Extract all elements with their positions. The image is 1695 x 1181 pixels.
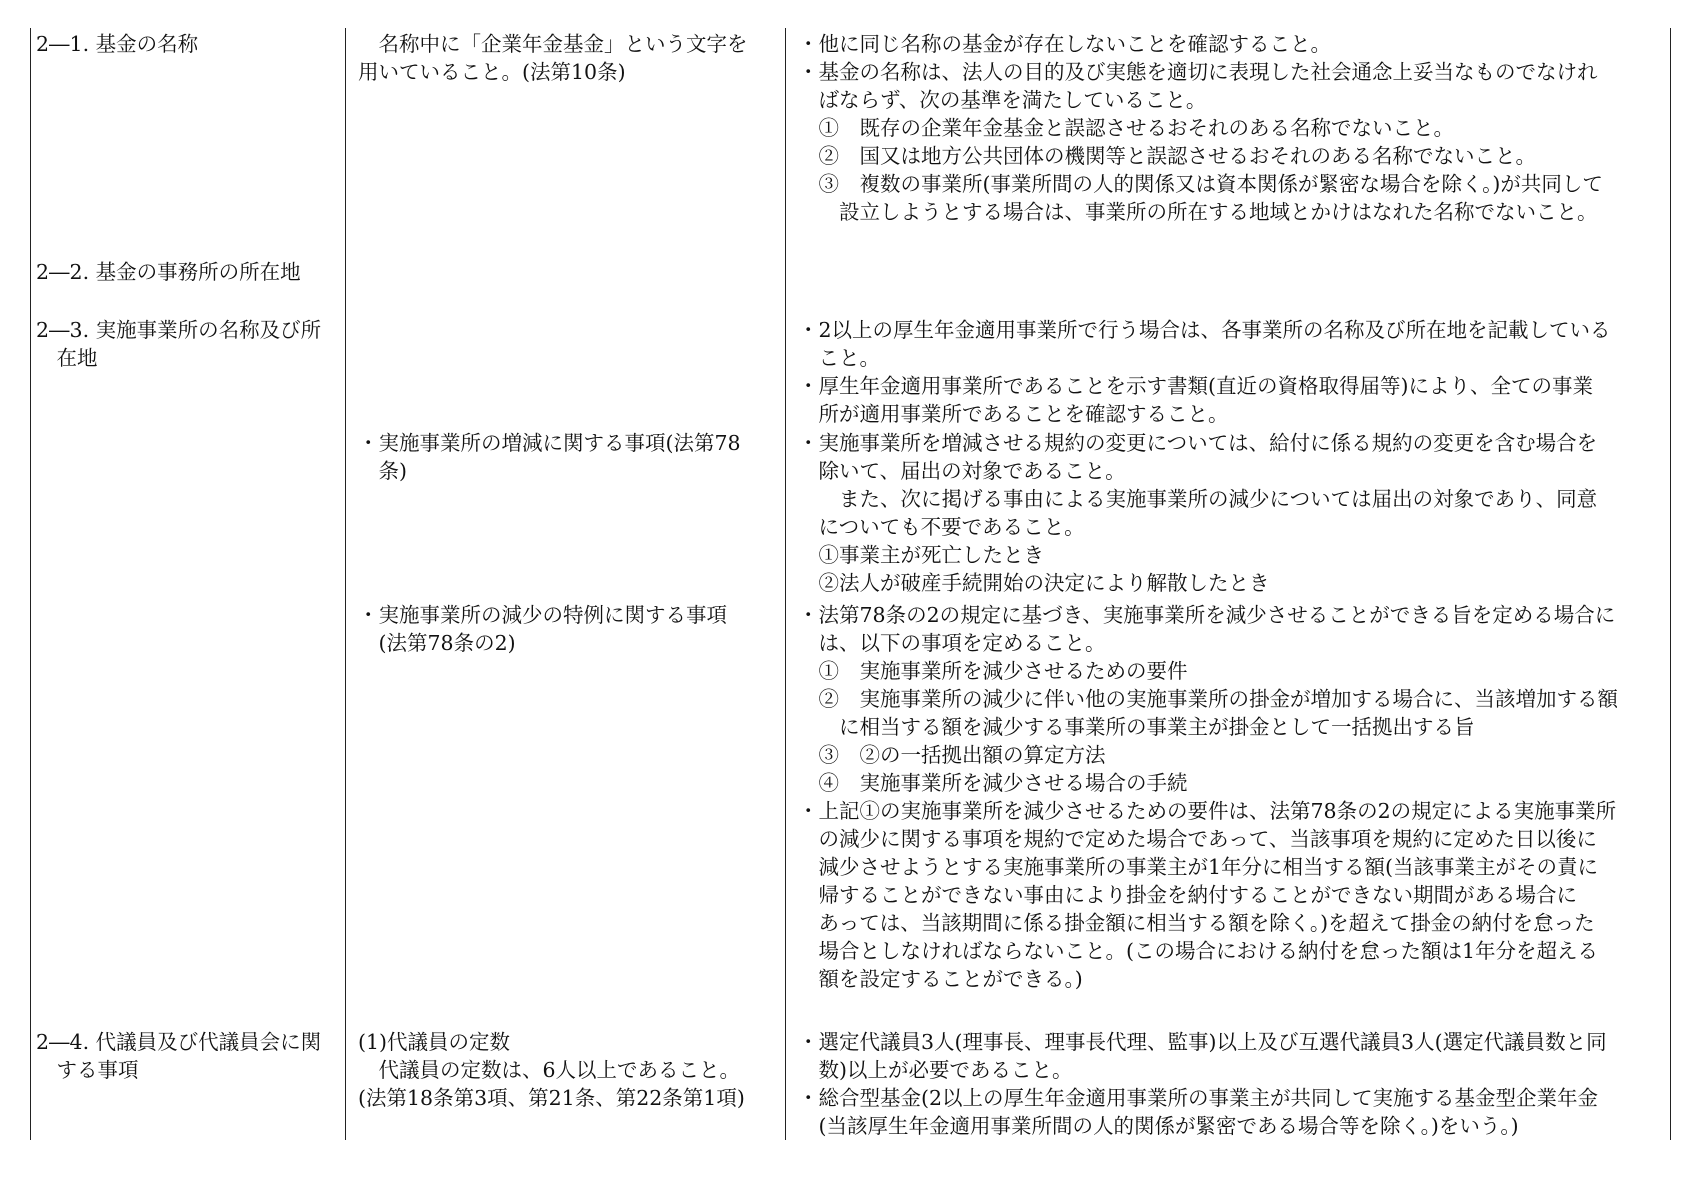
note-line: (当該厚生年金適用事業所間の人的関係が緊密である場合等を除く。)をいう。)	[798, 1114, 1519, 1138]
note-line: ② 実施事業所の減少に伴い他の実施事業所の掛金が増加する場合に、当該増加する額	[798, 687, 1618, 711]
requirement-line: 名称中に「企業年金基金」という文字を	[358, 32, 748, 56]
note-line: ・実施事業所を増減させる規約の変更については、給付に係る規約の変更を含む場合を	[798, 431, 1598, 455]
note-line: また、次に掲げる事由による実施事業所の減少については届出の対象であり、同意	[798, 487, 1598, 511]
heading-2-3	[36, 316, 321, 372]
heading-2-4	[36, 1028, 321, 1084]
note-line: あっては、当該期間に係る掛金額に相当する額を除く。)を超えて掛金の納付を怠った	[798, 911, 1595, 935]
note-line: ・基金の名称は、法人の目的及び実態を適切に表現した社会通念上妥当なものでなけれ	[798, 60, 1598, 84]
note-line: ・厚生年金適用事業所であることを示す書類(直近の資格取得届等)により、全ての事業	[798, 374, 1593, 398]
requirement-line: (1)代議員の定数	[358, 1030, 511, 1054]
note-line: ① 実施事業所を減少させるための要件	[798, 659, 1188, 683]
requirement-line: ・実施事業所の増減に関する事項(法第78	[358, 431, 741, 455]
right-border-line	[1670, 28, 1671, 1140]
note-line: ・法第78条の2の規定に基づき、実施事業所を減少させることができる旨を定める場合に	[798, 603, 1616, 627]
requirement-line: (法第78条の2)	[358, 631, 516, 655]
column-divider-1	[345, 28, 346, 1140]
note-line: 除いて、届出の対象であること。	[798, 459, 1126, 483]
heading-line: する事項	[36, 1058, 139, 1082]
requirement-2-3-c	[358, 601, 727, 657]
notes-2-4	[798, 1028, 1607, 1140]
note-line: の減少に関する事項を規約で定めた場合であって、当該事項を規約に定めた日以後に	[798, 827, 1597, 851]
requirement-2-1	[358, 30, 748, 86]
note-line: についても不要であること。	[798, 515, 1085, 539]
left-border-line	[30, 28, 31, 1140]
requirement-line: 条)	[358, 459, 407, 483]
note-line: ① 既存の企業年金基金と誤認させるおそれのある名称でないこと。	[798, 116, 1454, 140]
heading-2-2: 2―2. 基金の事務所の所在地	[36, 260, 301, 284]
heading-line: 在地	[36, 346, 98, 370]
note-line: 減少させようとする実施事業所の事業主が1年分に相当する額(当該事業主がその責に	[798, 855, 1599, 879]
note-line: 場合としなければならないこと。(この場合における納付を怠った額は1年分を超える	[798, 939, 1599, 963]
note-line: ・2以上の厚生年金適用事業所で行う場合は、各事業所の名称及び所在地を記載している	[798, 318, 1611, 342]
note-line: ④ 実施事業所を減少させる場合の手続	[798, 771, 1188, 795]
note-line: ・上記①の実施事業所を減少させるための要件は、法第78条の2の規定による実施事業所	[798, 799, 1617, 823]
note-line: ばならず、次の基準を満たしていること。	[798, 88, 1207, 112]
notes-2-3-a	[798, 316, 1611, 428]
requirement-line: 代議員の定数は、6人以上であること。	[358, 1058, 741, 1082]
note-line: ② 国又は地方公共団体の機関等と誤認させるおそれのある名称でないこと。	[798, 144, 1536, 168]
note-line: ・他に同じ名称の基金が存在しないことを確認すること。	[798, 32, 1331, 56]
note-line: ③ ②の一括拠出額の算定方法	[798, 743, 1106, 767]
requirement-line: 用いていること。(法第10条)	[358, 60, 626, 84]
heading-line: 2―3. 実施事業所の名称及び所	[36, 318, 322, 342]
requirement-2-3-b	[358, 429, 741, 485]
notes-2-3-c	[798, 601, 1618, 993]
note-line: ③ 複数の事業所(事業所間の人的関係又は資本関係が緊密な場合を除く。)が共同して	[798, 172, 1603, 196]
note-line: 帰することができない事由により掛金を納付することができない期間がある場合に	[798, 883, 1577, 907]
note-line: こと。	[798, 346, 880, 370]
notes-2-1	[798, 30, 1603, 226]
note-line: ・総合型基金(2以上の厚生年金適用事業所の事業主が共同して実施する基金型企業年金	[798, 1086, 1599, 1110]
requirement-2-4	[358, 1028, 745, 1112]
note-line: に相当する額を減少する事業所の事業主が掛金として一括拠出する旨	[798, 715, 1475, 739]
note-line: ②法人が破産手続開始の決定により解散したとき	[798, 571, 1270, 595]
note-line: 設立しようとする場合は、事業所の所在する地域とかけはなれた名称でないこと。	[798, 200, 1598, 224]
note-line: 所が適用事業所であることを確認すること。	[798, 402, 1229, 426]
requirement-line: (法第18条第3項、第21条、第22条第1項)	[358, 1086, 745, 1110]
note-line: 額を設定することができる。)	[798, 967, 1083, 991]
note-line: は、以下の事項を定めること。	[798, 631, 1106, 655]
heading-2-1: 2―1. 基金の名称	[36, 32, 199, 56]
requirement-line: ・実施事業所の減少の特例に関する事項	[358, 603, 727, 627]
note-line: ①事業主が死亡したとき	[798, 543, 1044, 567]
note-line: 数)以上が必要であること。	[798, 1058, 1073, 1082]
note-line: ・選定代議員3人(理事長、理事長代理、監事)以上及び互選代議員3人(選定代議員数と同	[798, 1030, 1607, 1054]
column-divider-2	[785, 28, 786, 1140]
notes-2-3-b	[798, 429, 1597, 597]
heading-line: 2―4. 代議員及び代議員会に関	[36, 1030, 322, 1054]
